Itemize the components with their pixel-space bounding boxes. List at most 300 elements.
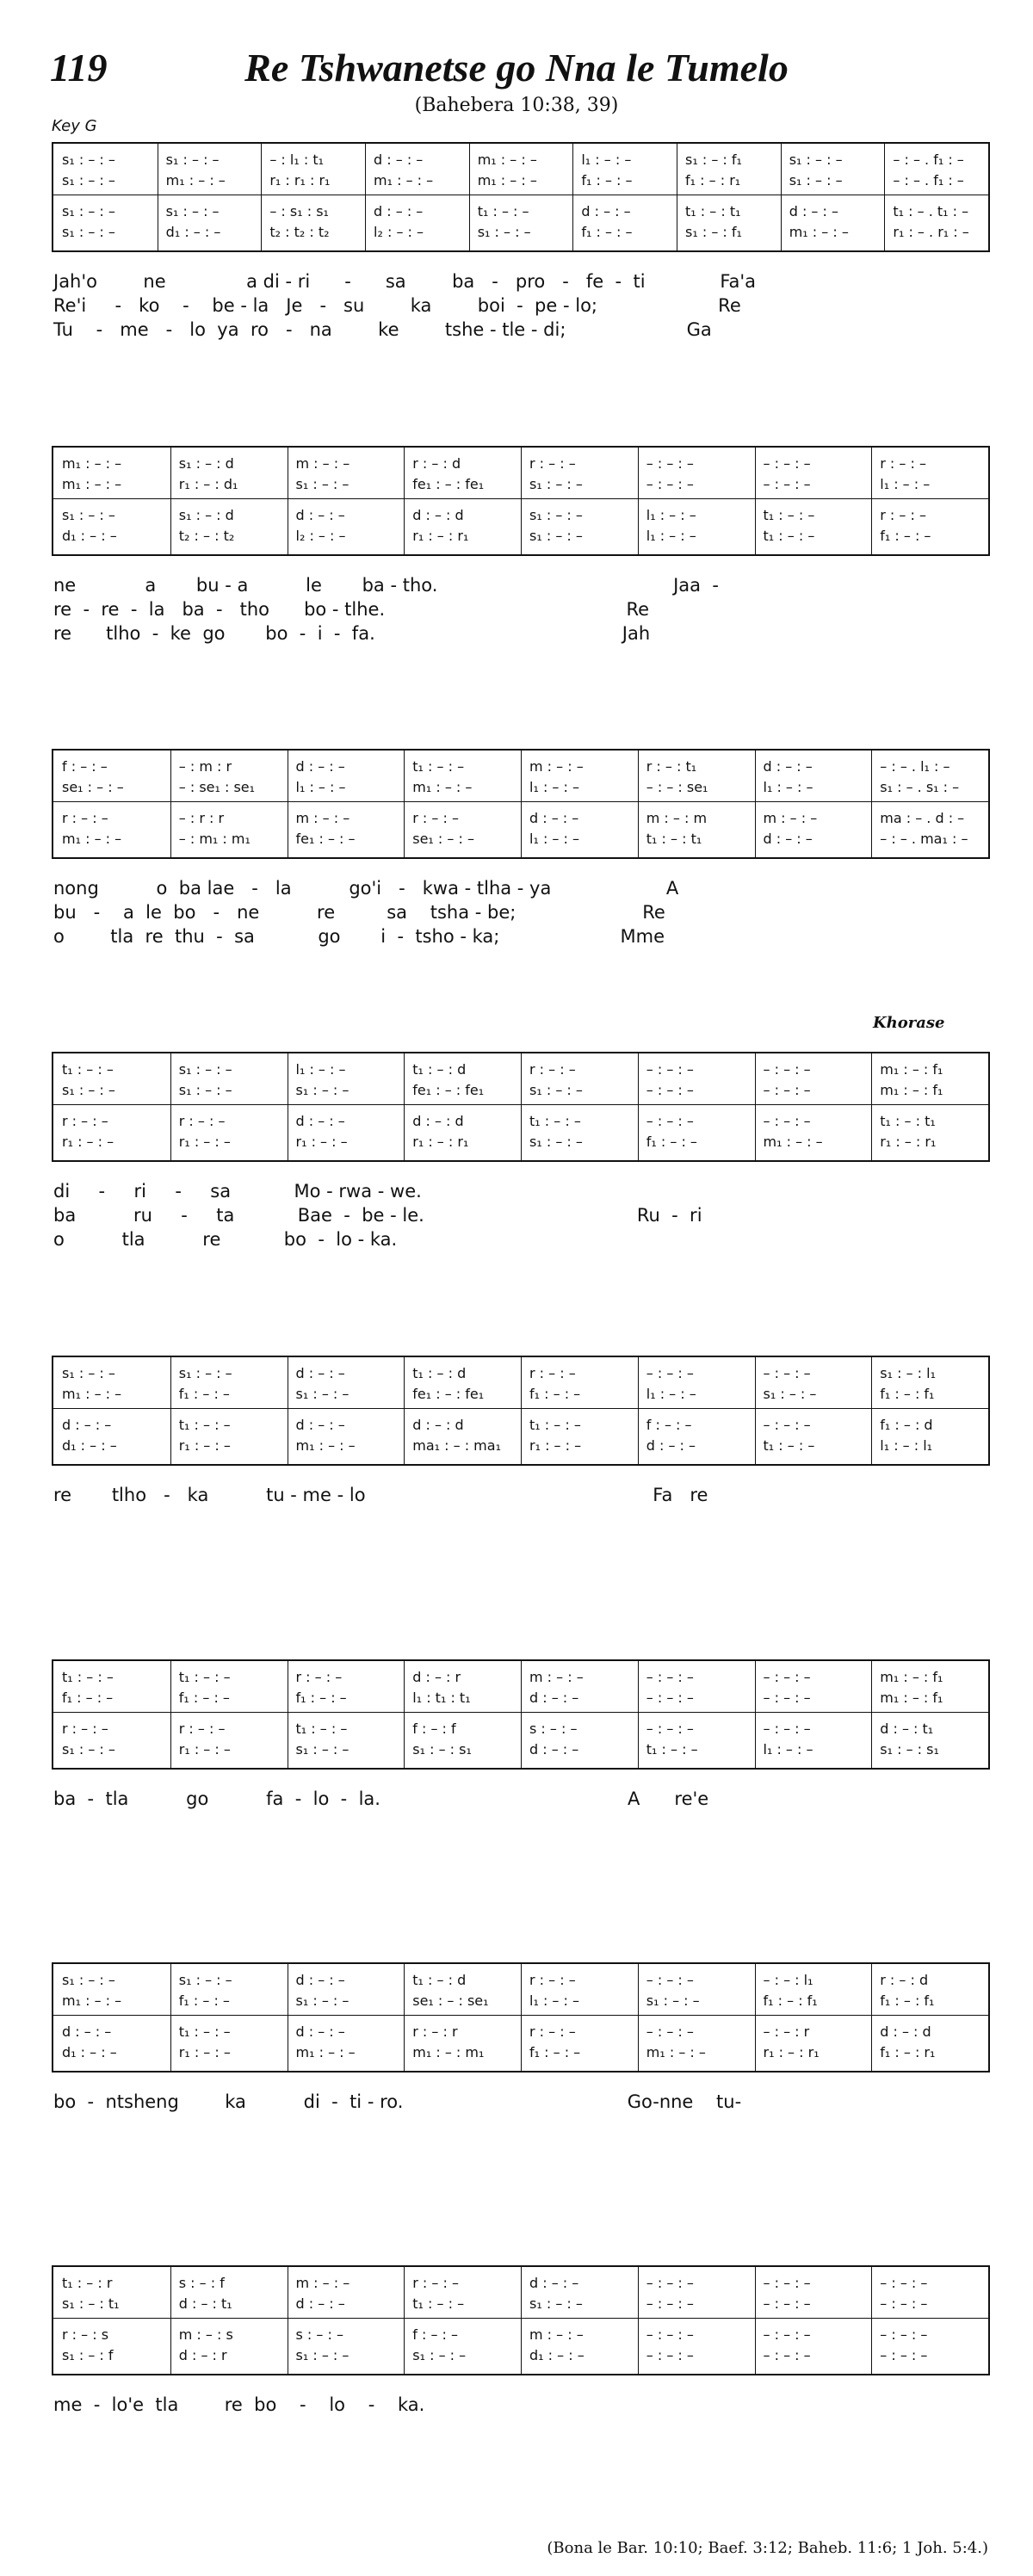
lyric-line: re tlho - ke go bo - i - fa. Jah <box>53 623 651 644</box>
solfa-measure: – : – : – <box>763 1690 811 1706</box>
bar-line <box>170 1357 171 1464</box>
solfa-measure: m : – : – <box>295 810 350 826</box>
solfa-measure: s₁ : – : – <box>178 1972 232 1988</box>
solfa-measure: l₁ : – : l₁ <box>880 1437 933 1454</box>
solfa-measure: s₁ : – : – <box>62 1972 115 1988</box>
solfa-measure: – : se₁ : se₁ <box>178 779 256 795</box>
solfa-measure: m₁ : – : – <box>62 1386 122 1402</box>
bar-line <box>404 1053 405 1160</box>
solfa-measure: f₁ : – : f₁ <box>880 1386 935 1402</box>
hymn-number: 119 <box>50 46 108 90</box>
solfa-measure: s₁ : – : – <box>165 151 220 168</box>
solfa-measure: – : – : – <box>763 1082 811 1098</box>
solfa-measure: d : – : – <box>763 758 813 775</box>
chorus-label: Khorase <box>873 1014 945 1032</box>
solfa-measure: – : – : – <box>646 1690 694 1706</box>
solfa-measure: – : – : l₁ <box>763 1972 813 1988</box>
solfa-measure: – : – : – <box>880 2295 928 2312</box>
solfa-measure: m₁ : – : f₁ <box>880 1690 943 1706</box>
solfa-measure: r₁ : – : – <box>178 1437 231 1454</box>
lyric-line: re tlho - ka tu - me - lo Fa re <box>53 1485 708 1505</box>
solfa-measure: m₁ : – : – <box>295 1437 356 1454</box>
solfa-measure: d : – : – <box>295 2295 345 2312</box>
solfa-measure: s₁ : – : – <box>178 1061 232 1078</box>
solfa-measure: r : – : – <box>529 1972 576 1988</box>
solfa-measure: m : – : – <box>529 1669 584 1685</box>
solfa-measure: s : – : – <box>295 2326 343 2343</box>
lyric-line: Tu - me - lo ya ro - na ke tshe - tle - di; Ga <box>53 319 712 340</box>
solfa-measure: s₁ : – : – <box>295 2347 349 2363</box>
solfa-measure: r₁ : – : – <box>62 1134 114 1150</box>
tonic-solfa-system <box>52 142 990 252</box>
solfa-measure: l₁ : – : – <box>529 779 579 795</box>
lyric-line: ba ru - ta Bae - be - le. Ru - ri <box>53 1205 702 1226</box>
solfa-measure: m₁ : – : f₁ <box>880 1061 943 1078</box>
solfa-measure: t₁ : – : – <box>477 203 529 219</box>
lyric-line: nong o ba lae - la go'i - kwa - tlha - ya A <box>53 878 679 899</box>
solfa-measure: d : – : – <box>295 507 345 523</box>
solfa-measure: s₁ : – : – <box>178 1082 232 1098</box>
solfa-measure: r₁ : – : – <box>178 1134 231 1150</box>
solfa-measure: s₁ : – : d <box>178 455 234 472</box>
solfa-measure: – : m₁ : m₁ <box>178 831 251 847</box>
bar-line <box>638 1357 639 1464</box>
solfa-measure: s : – : f <box>178 2275 225 2291</box>
solfa-measure: – : – : – <box>646 1720 694 1737</box>
solfa-measure: m : – : – <box>295 2275 350 2291</box>
solfa-measure: – : – : – <box>880 2275 928 2291</box>
solfa-measure: d : – : – <box>581 203 631 219</box>
bar-line <box>755 448 756 554</box>
lyric-line: di - ri - sa Mo - rwa - we. <box>53 1181 422 1202</box>
solfa-measure: f₁ : – : – <box>646 1134 697 1150</box>
bar-line <box>871 2267 872 2374</box>
solfa-measure: t₁ : – : – <box>62 1061 114 1078</box>
solfa-measure: – : – : – <box>646 455 694 472</box>
solfa-measure: l₁ : – : – <box>763 1741 813 1757</box>
solfa-measure: – : – . ma₁ : – <box>880 831 968 847</box>
solfa-measure: t₁ : – : d <box>412 1061 467 1078</box>
solfa-measure: r : – : – <box>178 1113 226 1129</box>
solfa-measure: d : – : – <box>295 1113 345 1129</box>
solfa-measure: s₁ : – : – <box>763 1386 817 1402</box>
solfa-measure: – : – : – <box>646 476 694 492</box>
solfa-measure: f₁ : – : r₁ <box>685 172 741 188</box>
bar-line <box>638 448 639 554</box>
solfa-measure: t₁ : – : – <box>529 1417 581 1433</box>
bar-line <box>170 448 171 554</box>
solfa-measure: d : – : – <box>763 831 813 847</box>
solfa-measure: se₁ : – : se₁ <box>412 1992 489 2009</box>
bar-line <box>638 1053 639 1160</box>
solfa-measure: r : – : – <box>412 810 459 826</box>
solfa-measure: – : – : – <box>646 1972 694 1988</box>
solfa-measure: d : – : – <box>295 1365 345 1381</box>
solfa-measure: m₁ : – : – <box>789 224 849 240</box>
tonic-solfa-system <box>52 1356 990 1466</box>
solfa-measure: l₂ : – : – <box>295 528 346 544</box>
bar-line <box>755 1053 756 1160</box>
solfa-measure: r : – : – <box>178 1720 226 1737</box>
solfa-measure: d₁ : – : – <box>62 1437 117 1454</box>
solfa-measure: d : – : – <box>295 758 345 775</box>
solfa-measure: m₁ : – : – <box>165 172 226 188</box>
solfa-measure: f₁ : – : d <box>880 1417 933 1433</box>
solfa-measure: s₁ : – : – <box>529 476 583 492</box>
solfa-measure: f₁ : – : – <box>178 1690 230 1706</box>
solfa-measure: l₁ : – : – <box>295 1061 346 1078</box>
solfa-measure: – : – : – <box>763 1720 811 1737</box>
solfa-measure: d₁ : – : – <box>165 224 221 240</box>
solfa-measure: fe₁ : – : fe₁ <box>412 1082 485 1098</box>
solfa-measure: f : – : – <box>646 1417 692 1433</box>
solfa-measure: d : – : – <box>529 1741 579 1757</box>
solfa-measure: t₁ : – : – <box>646 1741 698 1757</box>
solfa-measure: l₁ : – : – <box>581 151 632 168</box>
solfa-measure: t₁ : – : – <box>178 1417 231 1433</box>
solfa-measure: t₁ : – : d <box>412 1972 467 1988</box>
solfa-measure: – : – : – <box>646 2347 694 2363</box>
solfa-measure: – : – : – <box>646 2326 694 2343</box>
bar-line <box>404 1964 405 2071</box>
lyric-line: Re'i - ko - be - la Je - su ka boi - pe - lo; Re <box>53 295 741 316</box>
solfa-measure: se₁ : – : – <box>62 779 124 795</box>
lyric-line: bu - a le bo - ne re sa tsha - be; Re <box>53 902 665 923</box>
solfa-measure: m₁ : – : m₁ <box>412 2044 485 2060</box>
solfa-measure: r : – : – <box>62 1113 108 1129</box>
solfa-measure: s₁ : – : – <box>62 151 115 168</box>
lyric-line: ba - tla go fa - lo - la. A re'e <box>53 1788 709 1809</box>
solfa-measure: m₁ : – : – <box>62 831 122 847</box>
solfa-measure: l₁ : – : – <box>529 831 579 847</box>
solfa-measure: d : – : r <box>178 2347 227 2363</box>
solfa-measure: d : – : – <box>646 1437 696 1454</box>
lyric-line: o tla re thu - sa go i - tsho - ka; Mme <box>53 926 665 947</box>
solfa-measure: – : – : – <box>646 2275 694 2291</box>
bar-line <box>781 144 782 250</box>
solfa-measure: – : – . f₁ : – <box>893 151 964 168</box>
solfa-measure: r : – : – <box>62 810 108 826</box>
solfa-measure: m : – : s <box>178 2326 233 2343</box>
bar-line <box>871 1053 872 1160</box>
solfa-measure: s₁ : – : – <box>789 172 843 188</box>
solfa-measure: d : – : – <box>295 1417 345 1433</box>
solfa-measure: s₁ : – : f <box>62 2347 114 2363</box>
bar-line <box>755 751 756 857</box>
solfa-measure: r : – : – <box>880 455 926 472</box>
bar-line <box>572 144 573 250</box>
bar-line <box>755 1661 756 1768</box>
lyric-line: Jah'o ne a di - ri - sa ba - pro - fe - ti Fa'a <box>53 271 756 292</box>
solfa-measure: t₁ : – : t₁ <box>880 1113 936 1129</box>
bar-line <box>521 1661 522 1768</box>
solfa-measure: t₁ : – : – <box>178 2023 231 2040</box>
bar-line <box>404 2267 405 2374</box>
lyric-line: bo - ntsheng ka di - ti - ro. Go-nne tu- <box>53 2091 742 2112</box>
solfa-measure: ma₁ : – : ma₁ <box>412 1437 501 1454</box>
solfa-measure: – : – : – <box>763 2275 811 2291</box>
solfa-measure: s₁ : – : – <box>295 1386 349 1402</box>
solfa-measure: d₁ : – : – <box>62 2044 117 2060</box>
solfa-measure: f₁ : – : – <box>529 2044 581 2060</box>
solfa-measure: l₁ : – : – <box>646 528 696 544</box>
solfa-measure: r : – : d <box>412 455 461 472</box>
solfa-measure: l₂ : – : – <box>374 224 424 240</box>
solfa-measure: f : – : – <box>412 2326 459 2343</box>
solfa-measure: t₁ : – . t₁ : – <box>893 203 969 219</box>
tonic-solfa-system <box>52 1962 990 2073</box>
tonic-solfa-system <box>52 1052 990 1162</box>
solfa-measure: d : – : – <box>789 203 838 219</box>
solfa-measure: r₁ : – : r₁ <box>763 2044 820 2060</box>
solfa-measure: d : – : – <box>529 810 579 826</box>
solfa-measure: l₁ : t₁ : t₁ <box>412 1690 471 1706</box>
tonic-solfa-system <box>52 749 990 859</box>
solfa-measure: t₁ : – : t₁ <box>685 203 741 219</box>
solfa-measure: s₁ : – . s₁ : – <box>880 779 960 795</box>
lyric-line: o tla re bo - lo - ka. <box>53 1229 398 1250</box>
solfa-measure: s₁ : – : – <box>62 507 115 523</box>
key-signature: Key G <box>52 117 97 135</box>
solfa-measure: s₁ : – : – <box>165 203 220 219</box>
solfa-measure: f₁ : – : – <box>295 1690 347 1706</box>
bar-line <box>404 751 405 857</box>
solfa-measure: – : – : – <box>646 1365 694 1381</box>
solfa-measure: l₁ : – : – <box>763 779 813 795</box>
solfa-measure: – : – : – <box>763 1113 811 1129</box>
solfa-measure: m : – : – <box>763 810 818 826</box>
solfa-measure: s₁ : – : – <box>412 2347 467 2363</box>
solfa-measure: s₁ : – : f₁ <box>685 224 742 240</box>
solfa-measure: – : m : r <box>178 758 232 775</box>
solfa-measure: r : – : – <box>529 1365 576 1381</box>
bar-line <box>755 1357 756 1464</box>
bar-line <box>521 751 522 857</box>
solfa-measure: s₁ : – : – <box>295 1992 349 2009</box>
solfa-measure: se₁ : – : – <box>412 831 474 847</box>
bar-line <box>755 2267 756 2374</box>
solfa-measure: m₁ : – : – <box>646 2044 706 2060</box>
solfa-measure: – : – : – <box>763 1061 811 1078</box>
bar-line <box>638 1661 639 1768</box>
solfa-measure: r : – : d <box>880 1972 929 1988</box>
solfa-measure: d₁ : – : – <box>62 528 117 544</box>
solfa-measure: l₁ : – : – <box>529 1992 579 2009</box>
solfa-measure: r : – : – <box>412 2275 459 2291</box>
solfa-measure: d : – : d <box>412 1113 464 1129</box>
solfa-measure: – : – : – <box>646 2295 694 2312</box>
solfa-measure: r : – : – <box>529 455 576 472</box>
solfa-measure: – : – . l₁ : – <box>880 758 950 775</box>
solfa-measure: l₁ : – : – <box>646 507 696 523</box>
solfa-measure: l₁ : – : – <box>295 779 346 795</box>
tonic-solfa-system <box>52 446 990 556</box>
solfa-measure: – : – : – <box>763 1417 811 1433</box>
solfa-measure: f₁ : – : f₁ <box>880 1992 935 2009</box>
solfa-measure: d : – : – <box>62 2023 112 2040</box>
solfa-measure: r₁ : r₁ : r₁ <box>269 172 331 188</box>
solfa-measure: t₁ : – : d <box>412 1365 467 1381</box>
solfa-measure: d : – : t₁ <box>178 2295 232 2312</box>
solfa-measure: r₁ : – : r₁ <box>412 528 469 544</box>
solfa-measure: s₁ : – : s₁ <box>880 1741 939 1757</box>
solfa-measure: m₁ : – : – <box>62 1992 122 2009</box>
solfa-measure: t₂ : t₂ : t₂ <box>269 224 330 240</box>
solfa-measure: – : – : – <box>763 476 811 492</box>
solfa-measure: t₁ : – : – <box>529 1113 581 1129</box>
solfa-measure: d : – : – <box>295 2023 345 2040</box>
solfa-measure: s₁ : – : – <box>529 528 583 544</box>
bar-line <box>521 448 522 554</box>
solfa-measure: s₁ : – : – <box>178 1365 232 1381</box>
solfa-measure: f₁ : – : – <box>178 1386 230 1402</box>
solfa-measure: f₁ : – : – <box>581 172 633 188</box>
solfa-measure: r₁ : – : – <box>178 2044 231 2060</box>
solfa-measure: t₁ : – : t₁ <box>646 831 702 847</box>
solfa-measure: r₁ : – : – <box>529 1437 582 1454</box>
bar-line <box>871 448 872 554</box>
solfa-measure: m : – : – <box>295 455 350 472</box>
solfa-measure: – : – : – <box>763 2295 811 2312</box>
solfa-measure: s₁ : – : l₁ <box>880 1365 936 1381</box>
tonic-solfa-system <box>52 1659 990 1770</box>
solfa-measure: d : – : – <box>295 1972 345 1988</box>
solfa-measure: t₁ : – : – <box>763 507 815 523</box>
voice-part-row <box>53 201 988 223</box>
solfa-measure: s₁ : – : – <box>62 1741 115 1757</box>
solfa-measure: – : – : – <box>763 455 811 472</box>
solfa-measure: d : – : d <box>412 507 464 523</box>
bar-line <box>521 2267 522 2374</box>
bar-line <box>638 1964 639 2071</box>
solfa-measure: l₁ : – : – <box>646 1386 696 1402</box>
bar-line <box>871 751 872 857</box>
bar-line <box>469 144 470 250</box>
solfa-measure: t₁ : – : – <box>62 1669 114 1685</box>
solfa-measure: – : s₁ : s₁ <box>269 203 329 219</box>
solfa-measure: s₁ : – : – <box>62 1082 115 1098</box>
solfa-measure: – : – : – <box>763 1365 811 1381</box>
solfa-measure: t₂ : – : t₂ <box>178 528 235 544</box>
solfa-measure: – : r : r <box>178 810 225 826</box>
solfa-measure: s₁ : – : – <box>529 2295 583 2312</box>
solfa-measure: m₁ : – : f₁ <box>880 1082 943 1098</box>
solfa-measure: d : – : d <box>412 1417 464 1433</box>
solfa-measure: – : – : – <box>763 1669 811 1685</box>
solfa-measure: fe₁ : – : fe₁ <box>412 1386 485 1402</box>
solfa-measure: r₁ : – : – <box>295 1134 348 1150</box>
solfa-measure: s₁ : – : – <box>295 1741 349 1757</box>
solfa-measure: r : – : – <box>295 1669 343 1685</box>
tonic-solfa-system <box>52 2265 990 2375</box>
solfa-measure: r : – : – <box>529 2023 576 2040</box>
bar-line <box>521 1357 522 1464</box>
solfa-measure: m₁ : – : – <box>477 151 537 168</box>
solfa-measure: r : – : s <box>62 2326 109 2343</box>
solfa-measure: d₁ : – : – <box>529 2347 585 2363</box>
voice-part-row <box>53 149 988 171</box>
solfa-measure: r₁ : – : d₁ <box>178 476 238 492</box>
solfa-measure: s₁ : – : – <box>529 1082 583 1098</box>
bar-line <box>884 144 885 250</box>
solfa-measure: d : – : – <box>374 203 424 219</box>
solfa-measure: ma : – . d : – <box>880 810 965 826</box>
solfa-measure: s₁ : – : – <box>62 172 115 188</box>
solfa-measure: m₁ : – : f₁ <box>880 1669 943 1685</box>
solfa-measure: fe₁ : – : – <box>295 831 356 847</box>
voice-part-row <box>53 170 988 192</box>
solfa-measure: s₁ : – : – <box>477 224 531 240</box>
solfa-measure: t₁ : – : – <box>763 528 815 544</box>
solfa-measure: s₁ : – : – <box>295 1082 349 1098</box>
solfa-measure: s : – : – <box>529 1720 578 1737</box>
solfa-measure: r₁ : – . r₁ : – <box>893 224 969 240</box>
solfa-measure: s₁ : – : d <box>178 507 234 523</box>
solfa-measure: r : – : – <box>529 1061 576 1078</box>
solfa-measure: – : – : – <box>763 2326 811 2343</box>
hymn-title: Re Tshwanetse go Nna le Tumelo <box>244 46 789 90</box>
solfa-measure: r₁ : – : – <box>178 1741 231 1757</box>
solfa-measure: m₁ : – : – <box>62 476 122 492</box>
solfa-measure: s₁ : – : f₁ <box>685 151 742 168</box>
solfa-measure: r : – : – <box>62 1720 108 1737</box>
solfa-measure: – : – : – <box>880 2326 928 2343</box>
solfa-measure: t₁ : – : – <box>412 758 465 775</box>
solfa-measure: d : – : r <box>412 1669 461 1685</box>
bar-line <box>170 751 171 857</box>
solfa-measure: m₁ : – : – <box>374 172 434 188</box>
bar-line <box>521 1964 522 2071</box>
solfa-measure: t₁ : – : – <box>763 1437 815 1454</box>
lyric-line: ne a bu - a le ba - tho. Jaa - <box>53 575 719 596</box>
solfa-measure: f₁ : – : – <box>178 1992 230 2009</box>
solfa-measure: m₁ : – : – <box>295 2044 356 2060</box>
bar-line <box>638 751 639 857</box>
solfa-measure: f₁ : – : – <box>62 1690 114 1706</box>
solfa-measure: s₁ : – : t₁ <box>62 2295 120 2312</box>
bar-line <box>404 1357 405 1464</box>
solfa-measure: s₁ : – : – <box>789 151 843 168</box>
scripture-subtitle: (Bahebera 10:38, 39) <box>414 95 619 116</box>
solfa-measure: s₁ : – : – <box>295 476 349 492</box>
solfa-measure: d : – : – <box>529 1690 579 1706</box>
bar-line <box>365 144 366 250</box>
solfa-measure: s₁ : – : s₁ <box>412 1741 472 1757</box>
solfa-measure: r : – : r <box>412 2023 458 2040</box>
solfa-measure: m₁ : – : – <box>477 172 537 188</box>
solfa-measure: f : – : f <box>412 1720 456 1737</box>
solfa-measure: s₁ : – : – <box>62 203 115 219</box>
solfa-measure: t₁ : – : – <box>295 1720 348 1737</box>
solfa-measure: d : – : – <box>62 1417 112 1433</box>
solfa-measure: – : – : – <box>646 1082 694 1098</box>
solfa-measure: s₁ : – : – <box>62 224 115 240</box>
solfa-measure: – : – : – <box>646 1061 694 1078</box>
solfa-measure: f₁ : – : – <box>880 528 931 544</box>
solfa-measure: f₁ : – : – <box>581 224 633 240</box>
solfa-measure: r₁ : – : r₁ <box>880 1134 937 1150</box>
solfa-measure: f₁ : – : – <box>529 1386 581 1402</box>
solfa-measure: d : – : d <box>880 2023 931 2040</box>
solfa-measure: l₁ : – : – <box>880 476 931 492</box>
solfa-measure: f : – : – <box>62 758 108 775</box>
solfa-measure: r : – : – <box>880 507 926 523</box>
solfa-measure: d : – : – <box>374 151 424 168</box>
bar-line <box>170 1964 171 2071</box>
solfa-measure: – : – : – <box>646 1669 694 1685</box>
solfa-measure: t₁ : – : – <box>178 1669 231 1685</box>
bar-line <box>755 1964 756 2071</box>
